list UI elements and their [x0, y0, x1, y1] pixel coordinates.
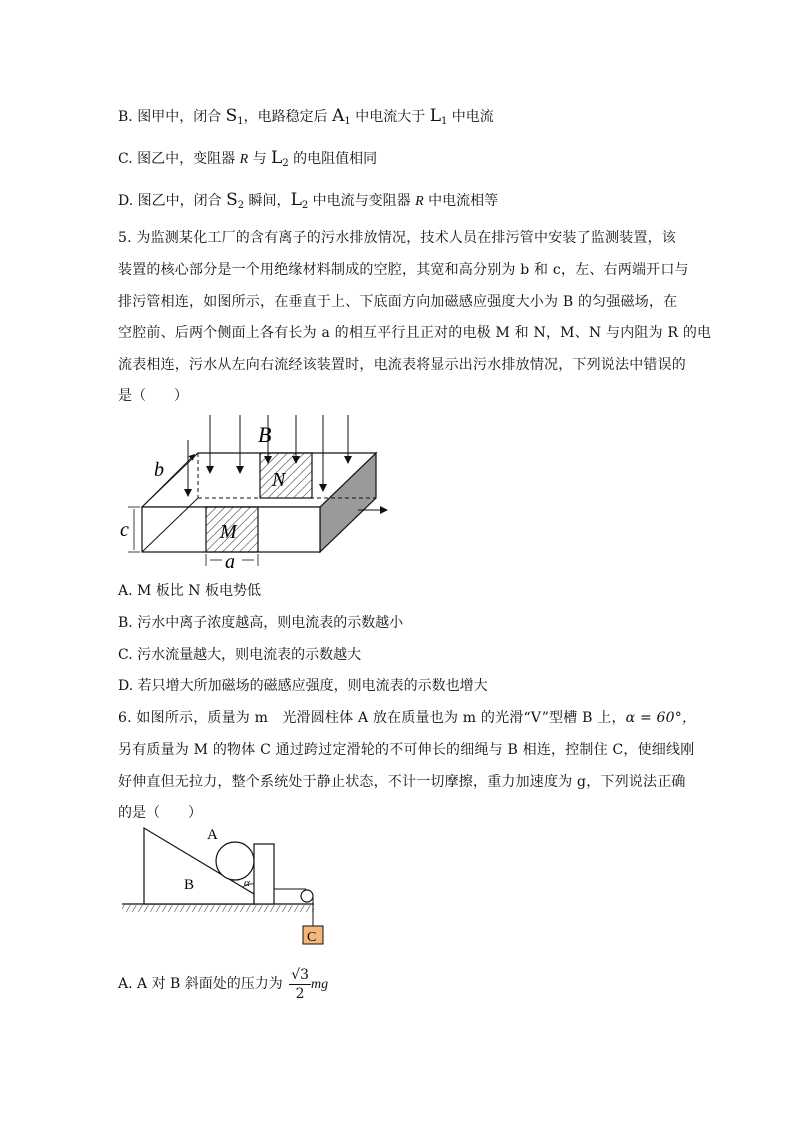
label-a: a	[225, 551, 235, 570]
q5-option-c: C. 污水流量越大，则电流表的示数越大	[118, 647, 362, 663]
fraction-sqrt3-over-2: $\frac{√3}{2}$	[291, 966, 310, 1002]
label-field-b: B	[258, 422, 272, 447]
q5-option-a: A. M 板比 N 板电势低	[118, 583, 261, 599]
q5-option-d: D. 若只增大所加磁场的磁感应强度，则电流表的示数也增大	[118, 678, 488, 694]
q4-option-b: B. 图甲中，闭合 $S_1$，电路稳定后 $A_1$ 中电流大于 $L_1$ 中电流	[118, 106, 494, 127]
q6-option-a: A. A 对 B 斜面处的压力为 $\frac{√3}{2}$ mg	[118, 966, 329, 1002]
label-b: B	[184, 877, 195, 893]
label-a: A	[207, 827, 218, 843]
q5-stem-line-1: 5. 为监测某化工厂的含有离子的污水排放情况，技术人员在排污管中安装了监测装置，该	[118, 230, 677, 246]
label-alpha: α	[244, 877, 250, 889]
q4-option-c: C. 图乙中，变阻器 R 与 $L_2$ 的电阻值相同	[118, 148, 378, 169]
label-b: b	[154, 459, 164, 481]
label-n: N	[272, 469, 286, 491]
q6-stem-line-3: 好伸直但无拉力，整个系统处于静止状态，不计一切摩擦，重力加速度为 g，下列说法正确	[118, 774, 686, 790]
q5-stem-line-6: 是（ ）	[118, 388, 188, 404]
q5-stem-line-5: 流表相连，污水从左向右流经该装置时，电流表将显示出污水排放情况，下列说法中错误的	[118, 357, 686, 373]
q4-option-d: D. 图乙中，闭合 $S_2$ 瞬间，$L_2$ 中电流与变阻器 R 中电流相等	[118, 190, 499, 211]
label-m: M	[220, 521, 237, 543]
q5-stem-line-2: 装置的核心部分是一个用绝缘材料制成的空腔，其宽和高分别为 b 和 c，左、右两端开口与	[118, 262, 689, 278]
groove-wall	[254, 844, 274, 904]
q5-stem-line-3: 排污管相连，如图所示，在垂直于上、下底面方向加磁感应强度大小为 B 的匀强磁场，在	[118, 294, 678, 310]
q5-figure-flow-cell	[118, 410, 398, 570]
label-c: C	[307, 930, 317, 945]
q6-stem-line-1: 6. 如图所示，质量为 m 光滑圆柱体 A 放在质量也为 m 的光滑“V”型槽 B 上，α = 60°，	[118, 710, 697, 726]
label-c: c	[120, 519, 129, 541]
q6-figure-wedge-pulley	[118, 822, 348, 952]
pulley	[301, 890, 313, 902]
ground-hatch	[122, 905, 314, 912]
cylinder-a	[216, 842, 254, 880]
q5-stem-line-4: 空腔前、后两个侧面上各有长为 a 的相互平行且正对的电极 M 和 N，M、N 与内阻为 R 的电	[118, 325, 712, 341]
q6-stem-line-4: 的是（ ）	[118, 805, 202, 821]
q6-stem-line-2: 另有质量为 M 的物体 C 通过跨过定滑轮的不可伸长的细绳与 B 相连，控制住 C，使细线刚	[118, 742, 695, 758]
q5-option-b: B. 污水中离子浓度越高，则电流表的示数越小	[118, 615, 404, 631]
